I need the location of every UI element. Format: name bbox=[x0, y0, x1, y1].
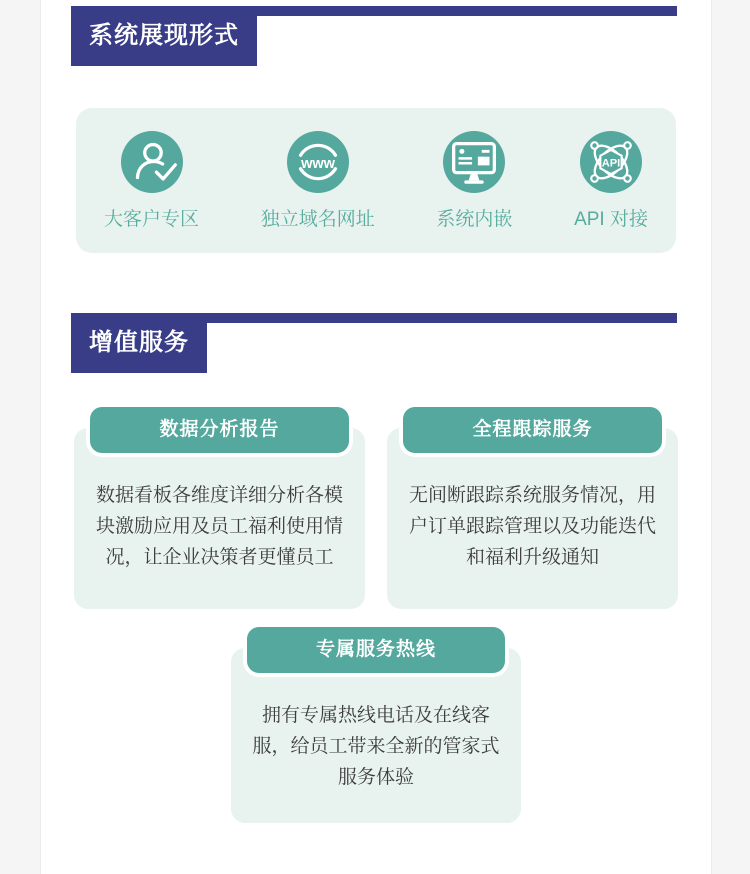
service-card-tracking bbox=[387, 407, 678, 609]
section-header-display-forms bbox=[71, 6, 677, 66]
svg-text:www: www bbox=[300, 155, 335, 172]
feature-label: API 对接 bbox=[574, 208, 648, 230]
service-card-body: 数据看板各维度详细分析各模块激励应用及员工福利使用情况，让企业决策者更懂员工 bbox=[74, 428, 365, 609]
section-header-value-added bbox=[71, 313, 677, 373]
service-card-title: 数据分析报告 bbox=[90, 407, 349, 453]
feature-icons-card bbox=[76, 108, 676, 253]
www-globe-icon bbox=[287, 131, 349, 193]
monitor-embed-icon bbox=[443, 131, 505, 193]
feature-label: 系统内嵌 bbox=[436, 208, 513, 230]
service-card-title: 全程跟踪服务 bbox=[403, 407, 662, 453]
service-card-body: 拥有专属热线电话及在线客服，给员工带来全新的管家式服务体验 bbox=[231, 648, 521, 823]
service-card-hotline bbox=[231, 627, 521, 823]
content-column bbox=[40, 0, 712, 874]
feature-label: 大客户专区 bbox=[104, 208, 200, 230]
feature-own-domain bbox=[261, 131, 375, 231]
service-card-data-report bbox=[74, 407, 365, 609]
service-card-title: 专属服务热线 bbox=[247, 627, 505, 673]
user-check-icon bbox=[121, 131, 183, 193]
feature-label: 独立域名网址 bbox=[260, 208, 375, 230]
service-card-body: 无间断跟踪系统服务情况，用户订单跟踪管理以及功能迭代和福利升级通知 bbox=[387, 428, 678, 609]
feature-vip-zone bbox=[104, 131, 199, 231]
api-network-icon bbox=[580, 131, 642, 193]
feature-api bbox=[574, 131, 648, 231]
section-title-value-added: 增值服务 bbox=[71, 313, 207, 373]
feature-system-embed bbox=[436, 131, 512, 231]
svg-text:API: API bbox=[601, 156, 621, 169]
section-title-display-forms: 系统展现形式 bbox=[71, 6, 257, 66]
service-cards-row bbox=[41, 407, 711, 609]
